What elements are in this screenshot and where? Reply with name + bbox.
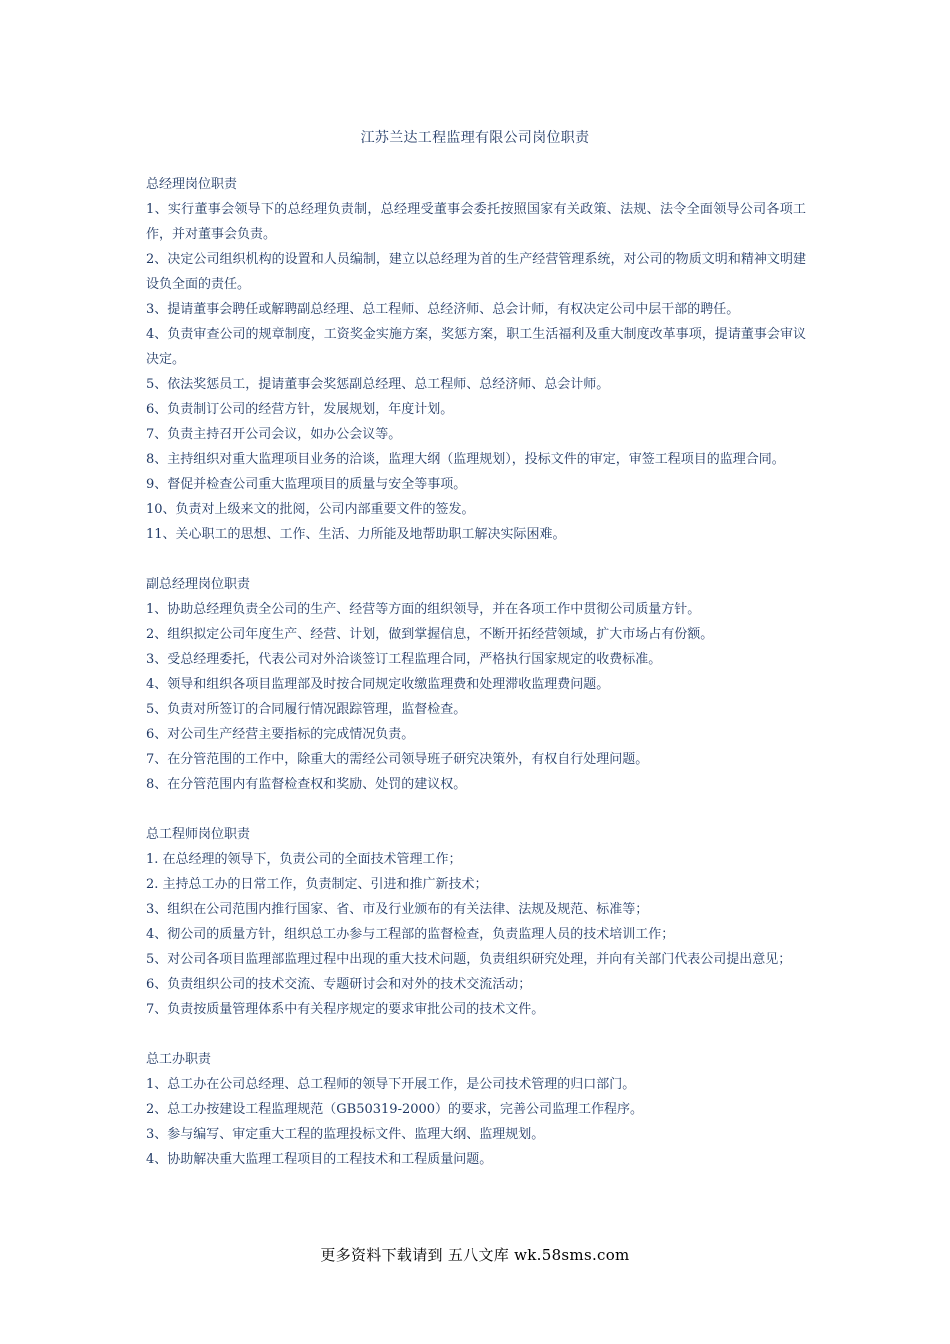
duty-item: 2、决定公司组织机构的设置和人员编制，建立以总经理为首的生产经营管理系统，对公司的物质文明和精神文明建设负全面的责任。 (146, 252, 806, 292)
duty-item: 10、负责对上级来文的批阅，公司内部重要文件的签发。 (146, 502, 475, 517)
duty-list (146, 1072, 806, 1172)
duty-item: 5、负责对所签订的合同履行情况跟踪管理，监督检查。 (146, 702, 467, 717)
document-title: 江苏兰达工程监理有限公司岗位职责 (360, 130, 590, 146)
section-heading: 总工办职责 (146, 1052, 212, 1067)
section-general-manager (146, 172, 806, 547)
duty-item: 1、总工办在公司总经理、总工程师的领导下开展工作，是公司技术管理的归口部门。 (146, 1077, 636, 1092)
duty-item: 3、提请董事会聘任或解聘副总经理、总工程师、总经济师、总会计师，有权决定公司中层干部的聘任。 (146, 302, 740, 317)
section-heading: 副总经理岗位职责 (146, 577, 251, 592)
duty-item: 8、主持组织对重大监理项目业务的洽谈，监理大纲（监理规划），投标文件的审定，审签工程项目的监理合同。 (146, 452, 785, 467)
duty-item: 3、组织在公司范围内推行国家、省、市及行业颁布的有关法律、法规及规范、标准等； (146, 902, 649, 917)
duty-item: 1. 在总经理的领导下，负责公司的全面技术管理工作； (146, 852, 462, 867)
section-chief-engineer-office (146, 1047, 806, 1172)
duty-item: 3、参与编写、审定重大工程的监理投标文件、监理大纲、监理规划。 (146, 1127, 545, 1142)
duty-item: 2、组织拟定公司年度生产、经营、计划，做到掌握信息，不断开拓经营领域，扩大市场占有份额。 (146, 627, 714, 642)
duty-item: 11、关心职工的思想、工作、生活、力所能及地帮助职工解决实际困难。 (146, 527, 566, 542)
duty-item: 3、受总经理委托，代表公司对外洽谈签订工程监理合同，严格执行国家规定的收费标准。 (146, 652, 662, 667)
section-chief-engineer (146, 822, 806, 1022)
duty-item: 1、协助总经理负责全公司的生产、经营等方面的组织领导，并在各项工作中贯彻公司质量方针。 (146, 602, 701, 617)
duty-item: 6、负责组织公司的技术交流、专题研讨会和对外的技术交流活动； (146, 977, 532, 992)
duty-item: 6、负责制订公司的经营方针，发展规划，年度计划。 (146, 402, 454, 417)
duty-item: 4、领导和组织各项目监理部及时按合同规定收缴监理费和处理滞收监理费问题。 (146, 677, 610, 692)
footer-download-note: 更多资料下载请到 五八文库 wk.58sms.com (320, 1246, 630, 1264)
section-heading: 总工程师岗位职责 (146, 827, 251, 842)
duty-item: 5、对公司各项目监理部监理过程中出现的重大技术问题，负责组织研究处理，并向有关部门代表公司提出意见； (146, 952, 792, 967)
duty-item: 5、依法奖惩员工，提请董事会奖惩副总经理、总工程师、总经济师、总会计师。 (146, 377, 610, 392)
duty-list (146, 847, 806, 1022)
duty-item: 7、在分管范围的工作中，除重大的需经公司领导班子研究决策外，有权自行处理问题。 (146, 752, 649, 767)
duty-item: 4、负责审查公司的规章制度，工资奖金实施方案，奖惩方案，职工生活福利及重大制度改革事项，提请董事会审议决定。 (146, 327, 806, 367)
duty-item: 7、负责按质量管理体系中有关程序规定的要求审批公司的技术文件。 (146, 1002, 545, 1017)
duty-item: 9、督促并检查公司重大监理项目的质量与安全等事项。 (146, 477, 467, 492)
document-body (146, 172, 806, 1197)
section-deputy-general-manager (146, 572, 806, 797)
duty-item: 8、在分管范围内有监督检查权和奖励、处罚的建议权。 (146, 777, 467, 792)
duty-list (146, 197, 806, 547)
duty-list (146, 597, 806, 797)
duty-item: 4、协助解决重大监理工程项目的工程技术和工程质量问题。 (146, 1152, 493, 1167)
duty-item: 7、负责主持召开公司会议，如办公会议等。 (146, 427, 402, 442)
section-heading: 总经理岗位职责 (146, 177, 238, 192)
duty-item: 2、总工办按建设工程监理规范（GB50319-2000）的要求，完善公司监理工作程序。 (146, 1102, 644, 1117)
duty-item: 2. 主持总工办的日常工作，负责制定、引进和推广新技术； (146, 877, 488, 892)
duty-item: 6、对公司生产经营主要指标的完成情况负责。 (146, 727, 415, 742)
duty-item: 1、实行董事会领导下的总经理负责制，总经理受董事会委托按照国家有关政策、法规、法令全面领导公司各项工作，并对董事会负责。 (146, 202, 806, 242)
duty-item: 4、彻公司的质量方针，组织总工办参与工程部的监督检查，负责监理人员的技术培训工作； (146, 927, 675, 942)
